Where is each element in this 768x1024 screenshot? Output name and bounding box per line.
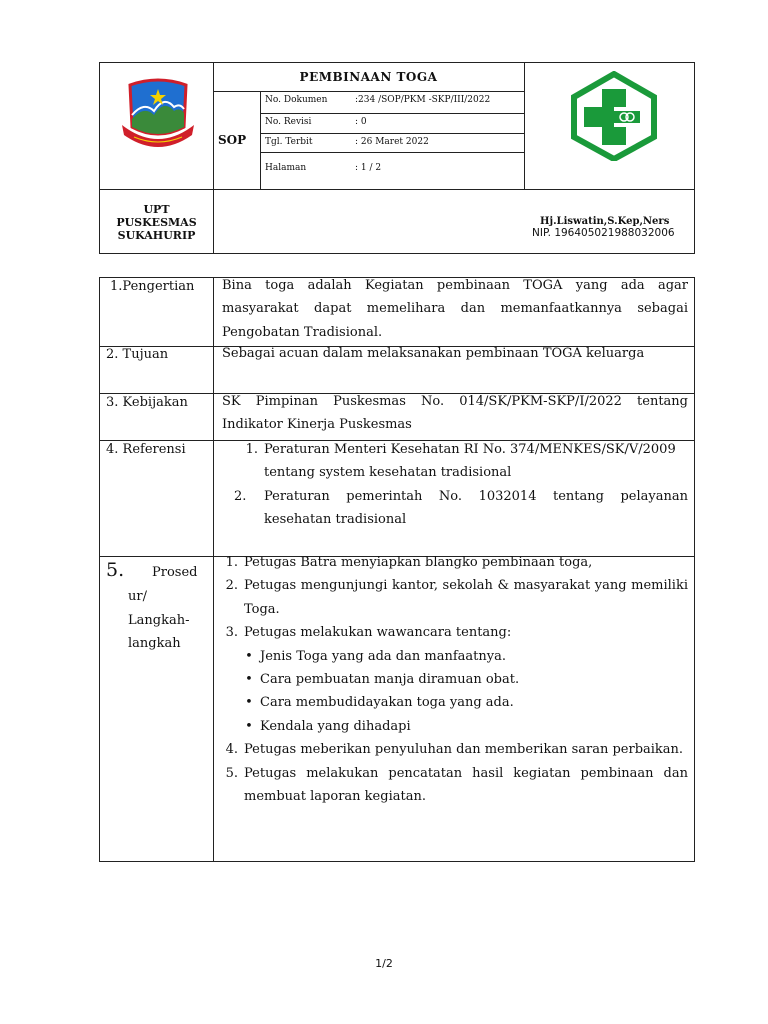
purpose-text: Sebagai acuan dalam melaksanakan pembinaan TOGA keluarga xyxy=(222,346,645,361)
label-line: ur/ xyxy=(128,589,147,604)
unit-name xyxy=(100,203,213,242)
unit-name-line: SUKAHURIP xyxy=(117,229,196,242)
sop-header xyxy=(99,62,695,254)
page-value: : 1 / 2 xyxy=(355,163,382,173)
header-divider xyxy=(100,189,694,190)
signer-name: Hj.Liswatin,S.Kep,Ners xyxy=(540,216,670,227)
row-label: 2. Tujuan xyxy=(106,347,169,362)
row-label-number: 5. xyxy=(106,559,125,581)
bullet-item xyxy=(214,645,688,668)
list-item xyxy=(214,551,688,574)
bullet-dot-icon: • xyxy=(245,718,253,734)
row-label: 4. Referensi xyxy=(106,442,186,457)
list-item xyxy=(214,738,688,761)
issue-date-value: : 26 Maret 2022 xyxy=(355,137,429,147)
puskesmas-logo xyxy=(568,71,660,161)
list-item xyxy=(214,762,688,809)
document-title: PEMBINAAN TOGA xyxy=(299,70,438,84)
bullet-text: Cara membudidayakan toga yang ada. xyxy=(260,695,514,711)
header-divider xyxy=(260,133,524,134)
list-item xyxy=(234,438,688,485)
field-label: Tgl. Terbit xyxy=(265,137,313,147)
row-label xyxy=(106,557,210,651)
list-item xyxy=(234,485,688,532)
list-text: Peraturan pemerintah No. 1032014 tentang pelayanan kesehatan tradisional xyxy=(264,488,688,528)
list-number: 2. xyxy=(234,488,247,504)
document-number-value: :234 /SOP/PKM -SKP/III/2022 xyxy=(355,95,491,105)
sop-label: SOP xyxy=(218,133,247,147)
signer-nip: NIP. 196405021988032006 xyxy=(532,227,675,239)
table-row xyxy=(100,347,694,394)
row-label-text xyxy=(152,561,197,585)
unit-name-line: UPT xyxy=(143,203,170,216)
row-label-text xyxy=(128,585,189,656)
list-number: 5. xyxy=(225,765,238,781)
bullet-dot-icon: • xyxy=(245,695,253,711)
list-number: 3. xyxy=(225,625,238,641)
field-label: No. Revisi xyxy=(265,117,312,127)
header-divider xyxy=(524,63,525,189)
bullet-item xyxy=(214,715,688,738)
list-number: 1. xyxy=(245,442,258,457)
field-label: Halaman xyxy=(265,163,307,173)
header-divider xyxy=(213,91,524,92)
reference-list xyxy=(214,438,694,532)
procedure-steps xyxy=(214,551,694,808)
bullet-dot-icon: • xyxy=(245,672,253,688)
label-line: Prosed xyxy=(152,565,198,580)
field-label: No. Dokumen xyxy=(265,95,328,105)
list-number: 1. xyxy=(225,555,238,570)
bullet-text: Jenis Toga yang ada dan manfaatnya. xyxy=(260,648,506,664)
list-text: Peraturan Menteri Kesehatan RI No. 374/MENKES/SK/V/2009 tentang system kesehatan tradisional xyxy=(264,442,676,481)
table-row xyxy=(100,278,694,347)
bullet-dot-icon: • xyxy=(245,648,253,664)
list-number: 4. xyxy=(225,742,238,758)
label-line: langkah xyxy=(128,636,181,651)
policy-text: SK Pimpinan Puskesmas No. 014/SK/PKM-SKP/I/2022 tentang Indikator Kinerja Puskesmas xyxy=(222,394,688,433)
bullet-text: Cara pembuatan manja diramuan obat. xyxy=(260,672,520,688)
list-text: Petugas Batra menyiapkan blangko pembinaan toga, xyxy=(244,555,593,570)
bullet-text: Kendala yang dihadapi xyxy=(260,718,411,734)
row-label: 3. Kebijakan xyxy=(106,395,188,410)
bullet-item xyxy=(214,668,688,691)
page-number: 1/2 xyxy=(375,957,393,970)
sop-content-table xyxy=(99,277,695,862)
bullet-item xyxy=(214,691,688,714)
header-divider xyxy=(260,113,524,114)
list-item xyxy=(214,621,688,644)
list-number: 2. xyxy=(225,578,238,594)
table-row xyxy=(100,557,694,862)
label-line: Langkah- xyxy=(128,612,190,628)
list-text: Petugas melakukan wawancara tentang: xyxy=(244,625,512,641)
header-divider xyxy=(260,152,524,153)
row-label: 1.Pengertian xyxy=(110,279,195,294)
definition-text: Bina toga adalah Kegiatan pembinaan TOGA yang ada agar masyarakat dapat memelihara dan memanfaatkannya sebagai Pengobatan Tradisional. xyxy=(222,278,688,340)
regency-crest-logo xyxy=(118,75,198,155)
list-item xyxy=(214,574,688,621)
list-text: Petugas meberikan penyuluhan dan memberikan saran perbaikan. xyxy=(244,742,684,758)
table-row xyxy=(100,441,694,557)
revision-value: : 0 xyxy=(355,117,367,127)
list-text: Petugas mengunjungi kantor, sekolah & masyarakat yang memiliki Toga. xyxy=(244,578,688,617)
header-divider xyxy=(260,91,261,189)
unit-name-line: PUSKESMAS xyxy=(116,216,197,229)
table-row xyxy=(100,394,694,441)
list-text: Petugas melakukan pencatatan hasil kegiatan pembinaan dan membuat laporan kegiatan. xyxy=(244,765,688,805)
